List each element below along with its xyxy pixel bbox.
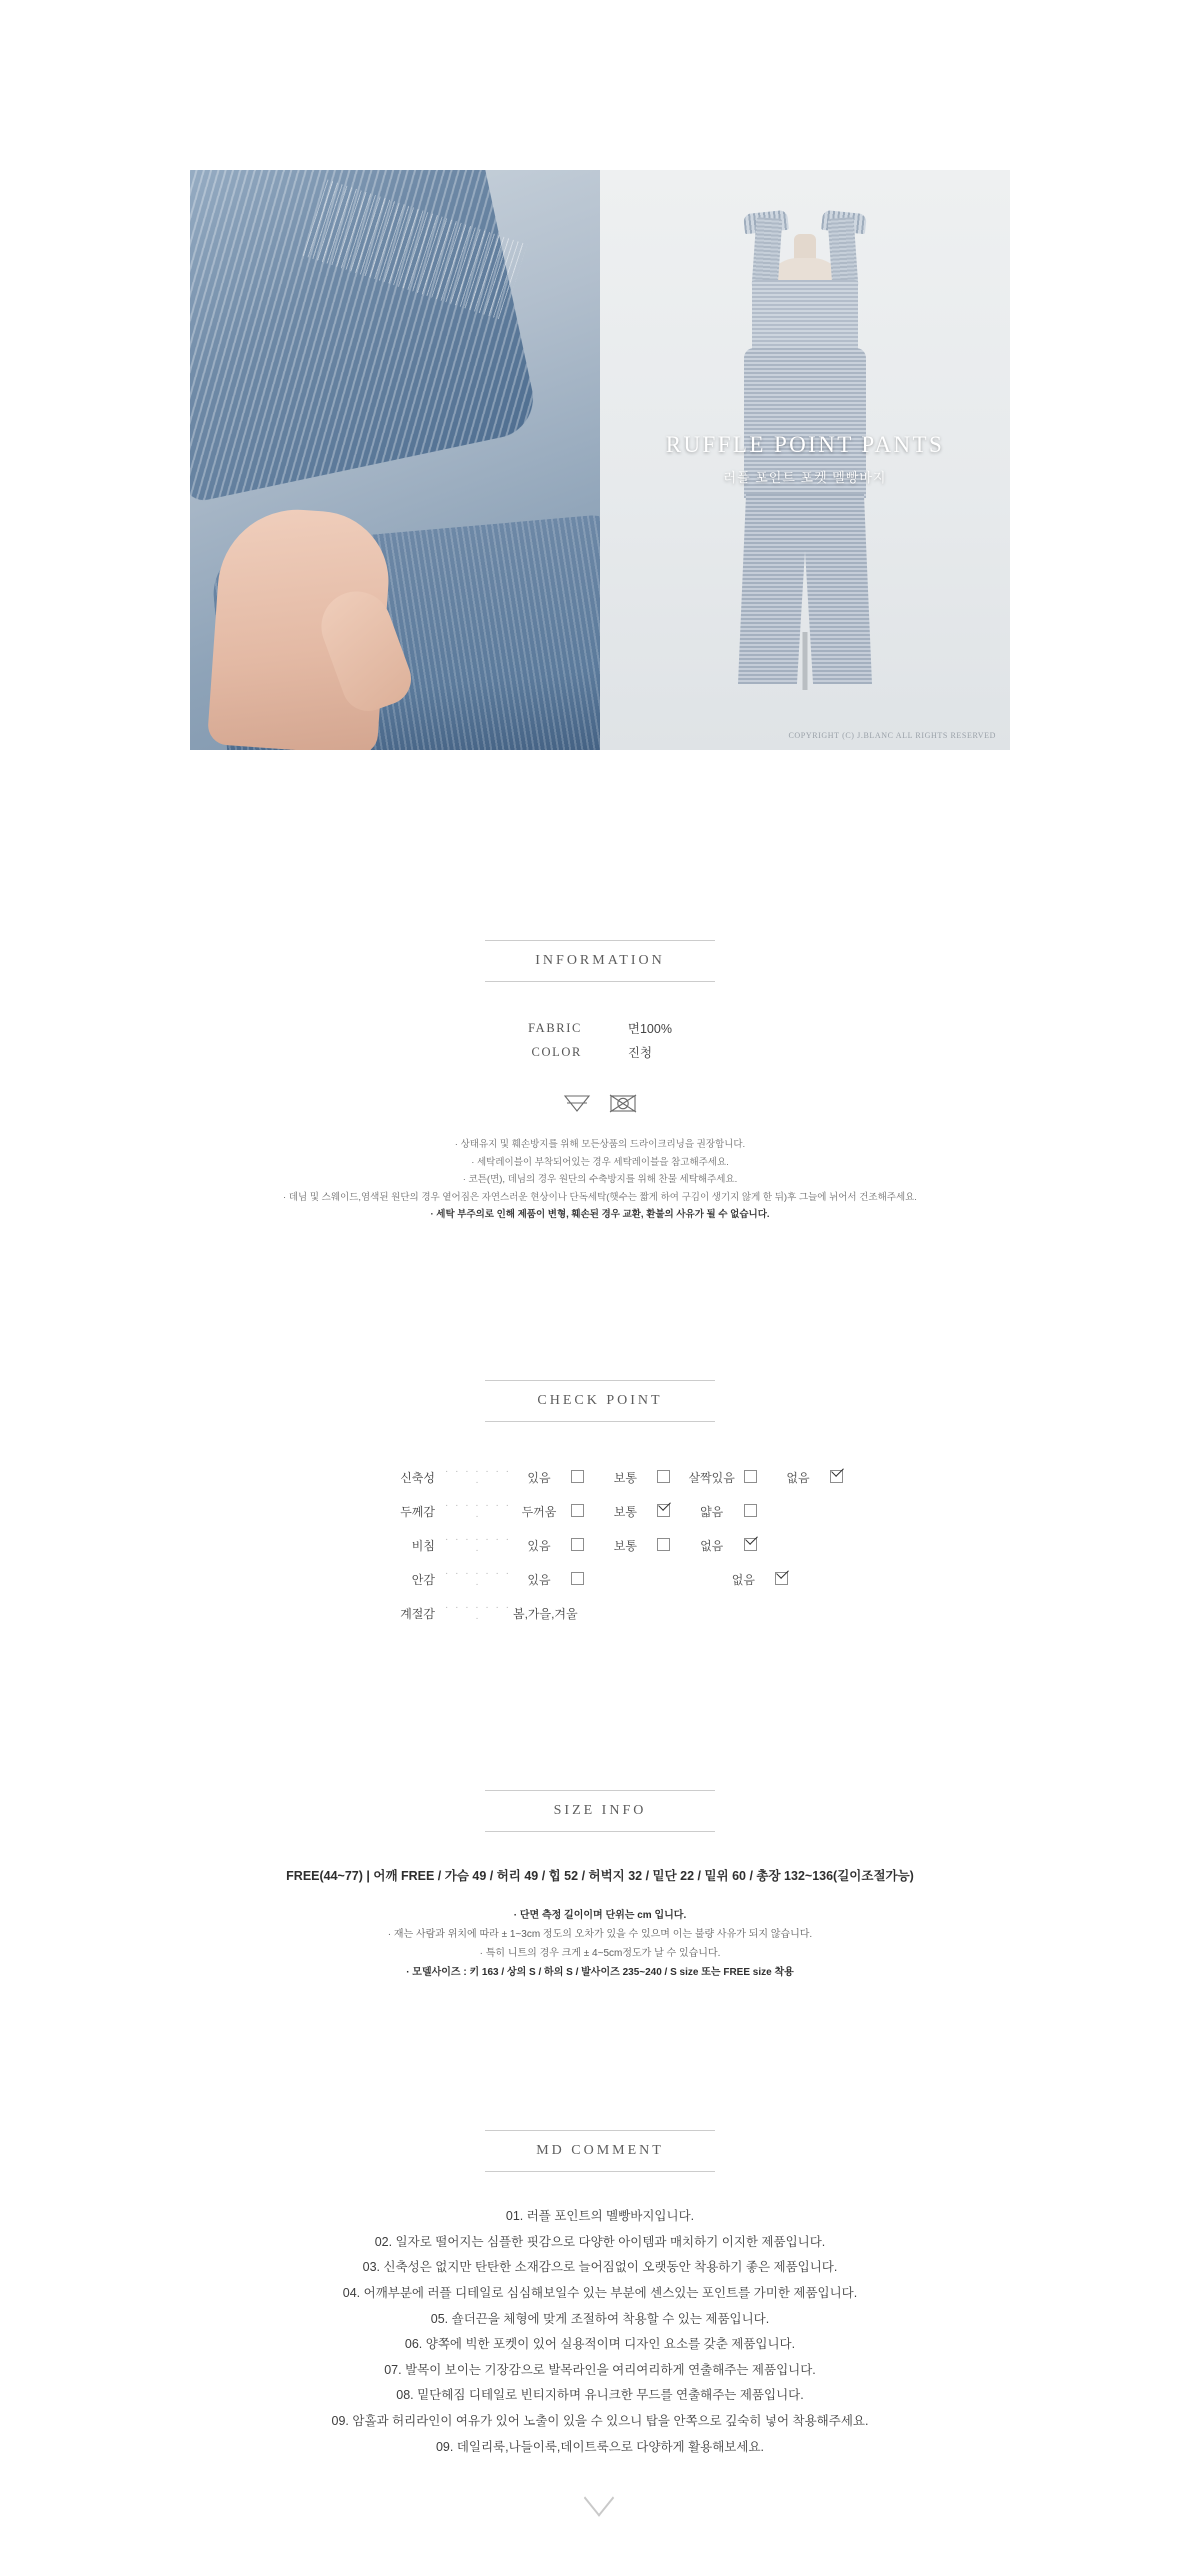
checkpoint-label: 비침 <box>411 1538 435 1553</box>
checkpoint-options <box>513 1494 855 1528</box>
list-item: 02. 일자로 떨어지는 심플한 핏감으로 다양한 아이템과 매치하기 이지한 제품입니다. <box>374 2234 826 2249</box>
list-item: 07. 발목이 보이는 기장감으로 발목라인을 여리여리하게 연출해주는 제품입니다. <box>384 2362 816 2377</box>
table-row <box>345 1460 855 1494</box>
option-label: 살짝있음 <box>688 1470 735 1485</box>
option-label: 보통 <box>613 1538 637 1553</box>
checkpoint-label: 안감 <box>411 1572 435 1587</box>
option-label: 두꺼움 <box>521 1504 557 1519</box>
sizeinfo-heading-block <box>0 1790 1200 1832</box>
information-heading-block <box>0 940 1200 982</box>
mdcomment-heading: MD COMMENT <box>536 2143 664 2158</box>
heading-rule-top <box>485 940 715 941</box>
checkpoint-table <box>345 1460 855 1630</box>
heading-rule-top <box>485 1790 715 1791</box>
heading-rule-top <box>485 2130 715 2131</box>
shoulder-strap-right <box>828 217 859 289</box>
checkpoint-options <box>513 1460 855 1494</box>
option-label: 보통 <box>613 1470 637 1485</box>
checkpoint-option[interactable] <box>686 1469 757 1486</box>
option-checkbox[interactable] <box>571 1470 584 1483</box>
care-note: · 상태유지 및 훼손방지를 위해 모든상품의 드라이크리닝을 권장합니다. <box>454 1139 746 1150</box>
table-row <box>345 1596 855 1630</box>
table-row <box>345 1494 855 1528</box>
care-note: · 데님 및 스웨이드,염색된 원단의 경우 옅어짐은 자연스러운 현상이나 단독세탁(햇수는 짧게 하여 구김이 생기지 않게 한 뒤)후 그늘에 뉘어서 건조해주세요. <box>283 1191 917 1203</box>
model-size-note: · 모델사이즈 : 키 163 / 상의 S / 하의 S / 발사이즈 235~240 / S size 또는 FREE size 착용 <box>406 1967 794 1978</box>
dot-leader: · · · · · · · · <box>444 1466 511 1488</box>
care-note: · 코튼(면), 데님의 경우 원단의 수축방지를 위해 찬물 세탁해주세요. <box>462 1174 738 1186</box>
scroll-down-chevron-icon[interactable] <box>583 2486 617 2504</box>
hero-subtitle: 러플 포인트 포켓 멜빵바지 <box>723 470 887 485</box>
option-checkbox[interactable] <box>571 1572 584 1585</box>
option-label: 없음 <box>786 1470 810 1485</box>
option-label: 있음 <box>527 1470 551 1485</box>
option-checkbox[interactable] <box>744 1470 757 1483</box>
heading-rule-bottom <box>485 2171 715 2172</box>
hero-title-block <box>600 432 1010 486</box>
hero-title: RUFFLE POINT PANTS <box>665 432 945 457</box>
mdcomment-section <box>0 2130 1200 2504</box>
information-section <box>0 940 1200 1224</box>
table-row <box>528 1016 672 1040</box>
dot-leader: · · · · · · · · <box>444 1568 511 1590</box>
list-item: 09. 암홀과 허리라인이 여유가 있어 노출이 있을 수 있으니 탑을 안쪽으로 깊숙히 넣어 착용해주세요. <box>331 2414 869 2428</box>
checkpoint-option[interactable] <box>599 1469 670 1486</box>
option-checkbox-checked[interactable] <box>744 1538 757 1551</box>
checkpoint-option[interactable] <box>717 1571 788 1588</box>
copyright-text: COPYRIGHT (C) J.BLANC ALL RIGHTS RESERVED <box>788 731 996 740</box>
option-checkbox[interactable] <box>571 1538 584 1551</box>
size-note: · 재는 사람과 위치에 따라 ± 1~3cm 정도의 오차가 있을 수 있으며 이는 불량 사유가 되지 않습니다. <box>387 1929 813 1940</box>
hero-banner <box>190 170 1010 750</box>
checkpoint-heading: CHECK POINT <box>537 1393 663 1408</box>
option-label: 없음 <box>700 1538 724 1553</box>
option-checkbox[interactable] <box>571 1504 584 1517</box>
hero-detail-photo <box>190 170 600 750</box>
checkpoint-label: 신축성 <box>400 1470 435 1485</box>
option-label: 없음 <box>731 1572 755 1587</box>
checkpoint-options <box>513 1562 855 1596</box>
mannequin-stand <box>803 632 808 690</box>
checkpoint-option[interactable] <box>599 1503 670 1520</box>
option-label: 얇음 <box>700 1504 724 1519</box>
checkpoint-option[interactable] <box>686 1503 757 1520</box>
sizeinfo-section <box>0 1790 1200 1982</box>
option-checkbox-checked[interactable] <box>657 1504 670 1517</box>
dot-leader: · · · · · · · · <box>444 1602 511 1624</box>
color-key: COLOR <box>531 1044 582 1059</box>
checkpoint-option[interactable] <box>513 1537 584 1554</box>
list-item: 05. 숄더끈을 체형에 맞게 조절하여 착용할 수 있는 제품입니다. <box>430 2311 770 2326</box>
size-notes <box>0 1906 1200 1982</box>
care-notes <box>0 1136 1200 1224</box>
fabric-key: FABRIC <box>528 1020 582 1035</box>
option-label: 있음 <box>527 1572 551 1587</box>
heading-rule-bottom <box>485 981 715 982</box>
season-label: 계절감 <box>400 1606 435 1621</box>
fabric-table <box>528 1016 672 1064</box>
option-label: 있음 <box>527 1538 551 1553</box>
checkpoint-option[interactable] <box>686 1537 757 1554</box>
no-tumble-dry-icon <box>608 1092 638 1114</box>
hero-product-photo <box>600 170 1010 750</box>
table-row <box>345 1562 855 1596</box>
option-checkbox[interactable] <box>657 1470 670 1483</box>
option-checkbox-checked[interactable] <box>830 1470 843 1483</box>
list-item: 08. 밑단헤짐 디테일로 빈티지하며 유니크한 무드를 연출해주는 제품입니다. <box>396 2388 804 2403</box>
list-item: 06. 양쪽에 빅한 포켓이 있어 실용적이며 디자인 요소를 갖춘 제품입니다. <box>404 2337 796 2352</box>
information-heading: INFORMATION <box>535 953 665 968</box>
option-checkbox-checked[interactable] <box>775 1572 788 1585</box>
list-item: 09. 데일리룩,나들이룩,데이트룩으로 다양하게 활용해보세요. <box>435 2439 764 2454</box>
checkpoint-option[interactable] <box>513 1571 584 1588</box>
checkpoint-label: 두께감 <box>400 1504 435 1519</box>
dot-leader: · · · · · · · · <box>444 1534 511 1556</box>
checkpoint-section <box>0 1380 1200 1630</box>
care-warning: · 세탁 부주의로 인해 제품이 변형, 훼손된 경우 교환, 환불의 사유가 될 수 없습니다. <box>430 1209 770 1221</box>
mdcomment-list <box>0 2204 1200 2460</box>
sizeinfo-heading: SIZE INFO <box>553 1803 647 1818</box>
checkpoint-heading-block <box>0 1380 1200 1422</box>
mdcomment-heading-block <box>0 2130 1200 2172</box>
care-note: · 세탁레이블이 부착되어있는 경우 세탁레이블을 참고해주세요. <box>471 1156 729 1168</box>
no-bleach-icon <box>562 1092 592 1114</box>
checkpoint-option[interactable] <box>772 1469 843 1486</box>
season-value: 봄,가을,겨울 <box>512 1606 578 1621</box>
option-label: 보통 <box>613 1504 637 1519</box>
heading-rule-bottom <box>485 1831 715 1832</box>
overall-bib <box>752 280 858 354</box>
color-value: 진청 <box>627 1046 653 1060</box>
checkpoint-option[interactable] <box>513 1503 584 1520</box>
checkpoint-option[interactable] <box>599 1537 670 1554</box>
size-note: · 특히 니트의 경우 크게 ± 4~5cm정도가 날 수 있습니다. <box>479 1948 721 1959</box>
fabric-value: 면100% <box>627 1022 672 1036</box>
table-row <box>345 1528 855 1562</box>
size-note: · 단면 측정 길이이며 단위는 cm 입니다. <box>513 1910 687 1921</box>
dot-leader: · · · · · · · · <box>444 1500 511 1522</box>
shoulder-strap-left <box>752 217 783 289</box>
option-checkbox[interactable] <box>657 1538 670 1551</box>
list-item: 03. 신축성은 없지만 탄탄한 소재감으로 늘어짐없이 오랫동안 착용하기 좋은 제품입니다. <box>362 2260 838 2275</box>
size-measurements: FREE(44~77) | 어깨 FREE / 가슴 49 / 허리 49 / 힙 52 / 허벅지 32 / 밑단 22 / 밑위 60 / 총장 132~136(길이조절가능) <box>286 1869 914 1883</box>
checkpoint-options <box>513 1528 855 1562</box>
list-item: 01. 러플 포인트의 멜빵바지입니다. <box>505 2209 695 2223</box>
checkpoint-option[interactable] <box>513 1469 584 1486</box>
option-checkbox[interactable] <box>744 1504 757 1517</box>
care-icons <box>540 1092 660 1114</box>
heading-rule-top <box>485 1380 715 1381</box>
table-row <box>528 1040 672 1064</box>
list-item: 04. 어깨부분에 러플 디테일로 심심해보일수 있는 부분에 센스있는 포인트를 가미한 제품입니다. <box>342 2285 858 2300</box>
heading-rule-bottom <box>485 1421 715 1422</box>
